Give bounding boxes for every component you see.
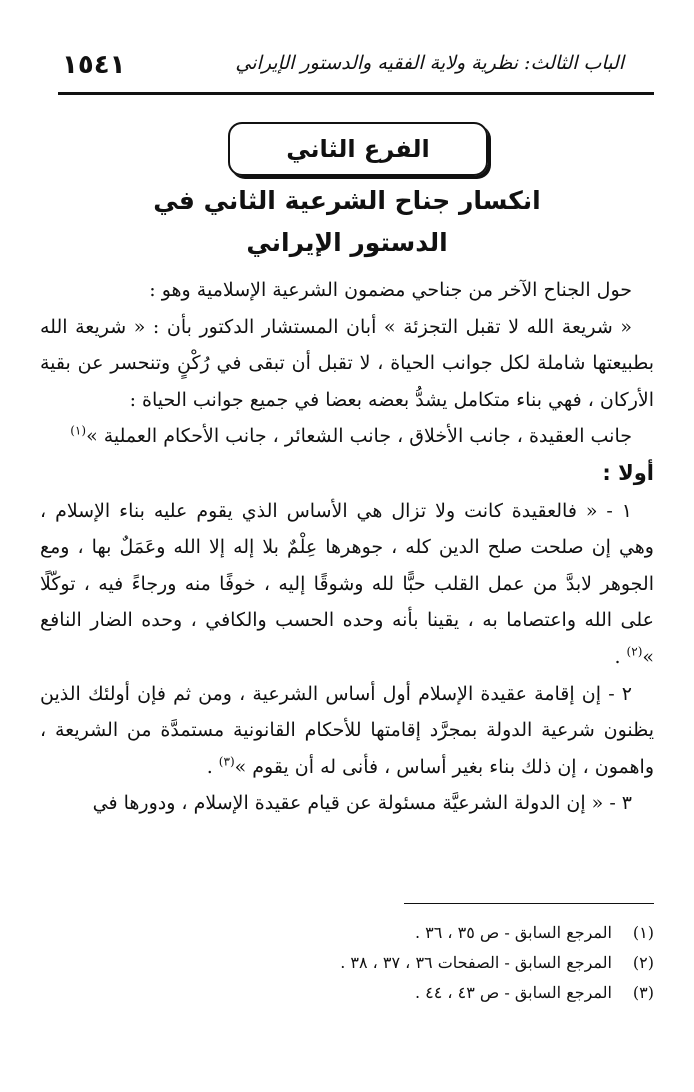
paragraph-5 [40, 676, 654, 786]
paragraph-3-text: جانب العقيدة ، جانب الأخلاق ، جانب الشعائر ، جانب الأحكام العملية » [86, 425, 632, 448]
running-title: الباب الثالث: نظرية ولاية الفقيه والدستور الإيراني [235, 52, 624, 74]
paragraph-1: حول الجناح الآخر من جناحي مضمون الشرعية الإسلامية وهو : [149, 279, 632, 301]
point-heading [40, 455, 654, 493]
section-heading-line-1: انكسار جناح الشرعية الثاني في [153, 186, 541, 215]
footnote-number: (٣) [632, 983, 654, 1002]
point-label: أولا : [602, 460, 654, 485]
footnote-ref-2: (٢) [626, 644, 643, 659]
paragraph-4-end: . [614, 645, 627, 668]
paragraph-5-end: . [206, 755, 219, 778]
footnote-text: المرجع السابق - الصفحات ٣٦ ، ٣٧ ، ٣٨ . [340, 953, 612, 972]
branch-title: الفرع الثاني [286, 135, 430, 163]
running-header [58, 48, 654, 95]
footnotes [120, 918, 654, 1008]
paragraph-4 [40, 493, 654, 676]
footnote-3 [120, 978, 654, 1008]
paragraph-5-text: ٢ - إن إقامة عقيدة الإسلام أول أساس الشرعية ، ومن ثم فإن أولئك الذين يظنون شرعية الدولة بمجرَّد إقامتها للأحكام القانونية مستمدَّة من الشريعة ، واهمون ، إن ذلك بناء بغير أساس ، فأنى له أن يقوم » [40, 682, 654, 778]
footnote-separator [404, 903, 654, 904]
footnote-number: (١) [632, 923, 654, 942]
section-heading-line-2: الدستور الإيراني [246, 228, 448, 257]
page-number: ١٥٤١ [62, 50, 126, 80]
paragraph-2: « شريعة الله لا تقبل التجزئة » أبان المستشار الدكتور بأن : « شريعة الله بطبيعتها شاملة لكل جوانب الحياة ، لا تقبل أن تبقى في رُكْنٍ وتنحسر عن بقية الأركان ، فهي بناء متكامل يشدُّ بعضه بعضا في جميع جوانب الحياة : [40, 315, 654, 411]
footnote-ref-3: (٣) [218, 754, 235, 769]
footnote-text: المرجع السابق - ص ٣٥ ، ٣٦ . [414, 923, 612, 942]
footnote-text: المرجع السابق - ص ٤٣ ، ٤٤ . [414, 983, 612, 1002]
paragraph-6: ٣ - « إن الدولة الشرعيَّة مسئولة عن قيام عقيدة الإسلام ، ودورها في [92, 792, 632, 815]
footnote-number: (٢) [632, 953, 654, 972]
paragraph-3 [40, 418, 654, 455]
footnote-2 [120, 948, 654, 978]
body-text [40, 272, 654, 822]
paragraph-4-text: ١ - « فالعقيدة كانت ولا تزال هي الأساس الذي يقوم عليه بناء الإسلام ، وهي إن صلحت صلح الدين كله ، جوهرها عِلْمٌ بلا إله إلا الله وعَمَلٌ بها ، ومع الجوهر لابدَّ من عمل القلب حبًّا لله وشوقًا إليه ، خوفًا منه ورجاءً فيه ، توكّلًا على الله واعتصاما به ، يقينا بأنه وحده الحسب والكافي ، وحده الضار النافع » [40, 499, 654, 668]
footnote-ref-1: (١) [70, 424, 87, 439]
footnote-1 [120, 918, 654, 948]
branch-title-box [228, 122, 488, 176]
